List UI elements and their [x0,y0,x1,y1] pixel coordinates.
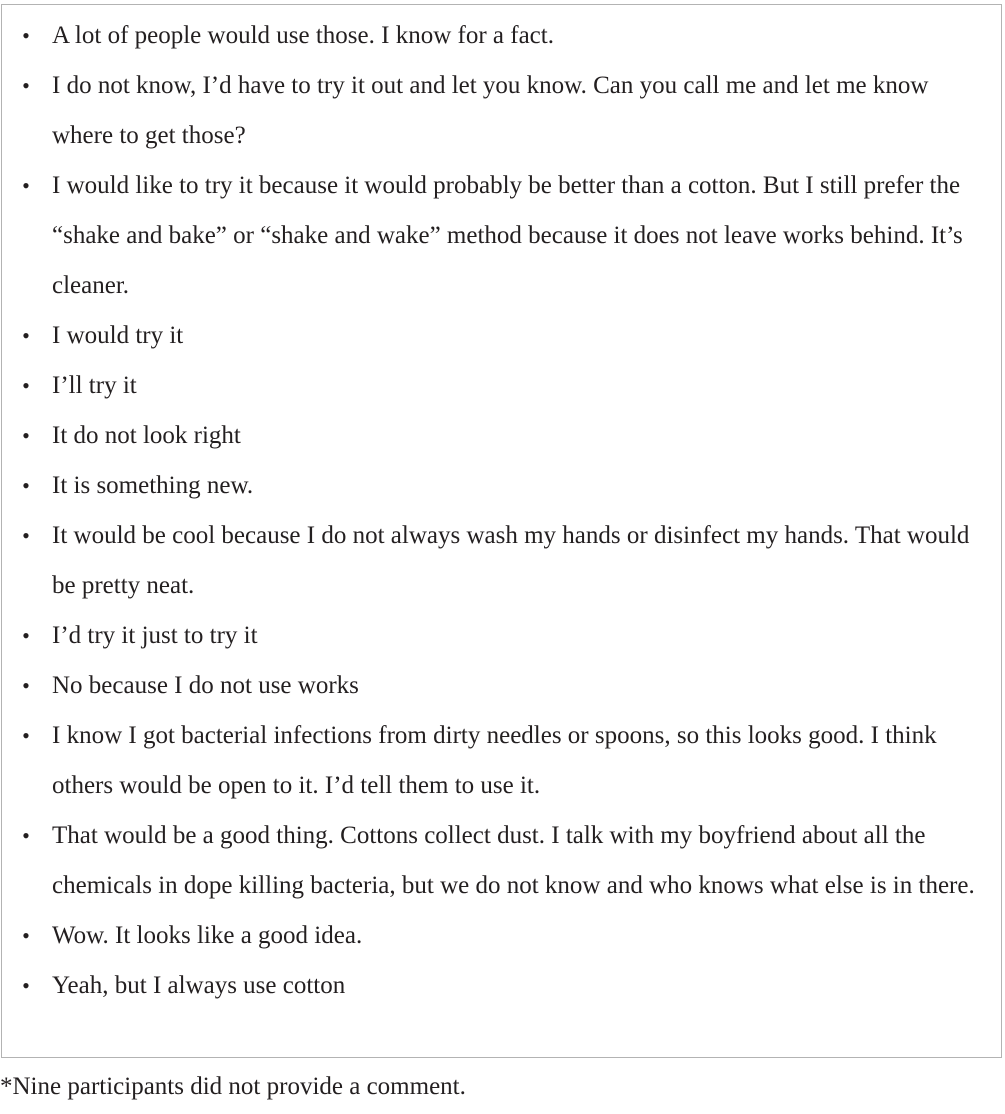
comment-item [2,61,1001,161]
bullet-icon: • [22,973,30,998]
comment-item [2,961,1001,1011]
bullet-icon: • [22,623,30,648]
comment-text: A lot of people would use those. I know for a fact. [52,22,554,49]
bullet-icon: • [22,723,30,748]
comment-text: I’ll try it [52,372,137,399]
bullet-icon: • [22,373,30,398]
comment-text: No because I do not use works [52,672,359,699]
comment-item [2,461,1001,511]
bullet-icon: • [22,523,30,548]
comment-text: I do not know, I’d have to try it out and let you know. Can you call me and let me know where to get those? [52,72,929,149]
comment-text: Yeah, but I always use cotton [52,972,346,999]
comment-item [2,311,1001,361]
bullet-icon: • [22,323,30,348]
comment-text: I’d try it just to try it [52,622,258,649]
comment-text: Wow. It looks like a good idea. [52,922,363,949]
comment-text: I would try it [52,322,184,349]
bullet-icon: • [22,673,30,698]
bullet-icon: • [22,73,30,98]
comment-text: I know I got bacterial infections from dirty needles or spoons, so this looks good. I think others would be open to it. I’d tell them to use it. [52,722,937,799]
comment-item [2,11,1001,61]
bullet-icon: • [22,173,30,198]
comment-text: It do not look right [52,422,241,449]
bullet-icon: • [22,473,30,498]
comment-item [2,361,1001,411]
comment-item [2,611,1001,661]
bullet-icon: • [22,423,30,448]
bullet-icon: • [22,923,30,948]
comment-item [2,511,1001,611]
comment-text: That would be a good thing. Cottons collect dust. I talk with my boyfriend about all the chemicals in dope killing bacteria, but we do not know and who knows what else is in there. [52,822,975,899]
comment-item [2,811,1001,911]
bullet-icon: • [22,823,30,848]
comment-list [2,5,1001,1011]
comment-item [2,711,1001,811]
comment-text: It would be cool because I do not always wash my hands or disinfect my hands. That would be pretty neat. [52,522,970,599]
footnote: *Nine participants did not provide a comment. [0,1073,466,1100]
comments-table-frame [1,4,1002,1058]
bullet-icon: • [22,23,30,48]
comment-item [2,411,1001,461]
comment-item [2,661,1001,711]
comment-item [2,161,1001,311]
comment-text: It is something new. [52,472,254,499]
comment-item [2,911,1001,961]
comment-text: I would like to try it because it would probably be better than a cotton. But I still prefer the “shake and bake” or “shake and wake” method because it does not leave works behind. It’s cleaner. [52,172,963,299]
